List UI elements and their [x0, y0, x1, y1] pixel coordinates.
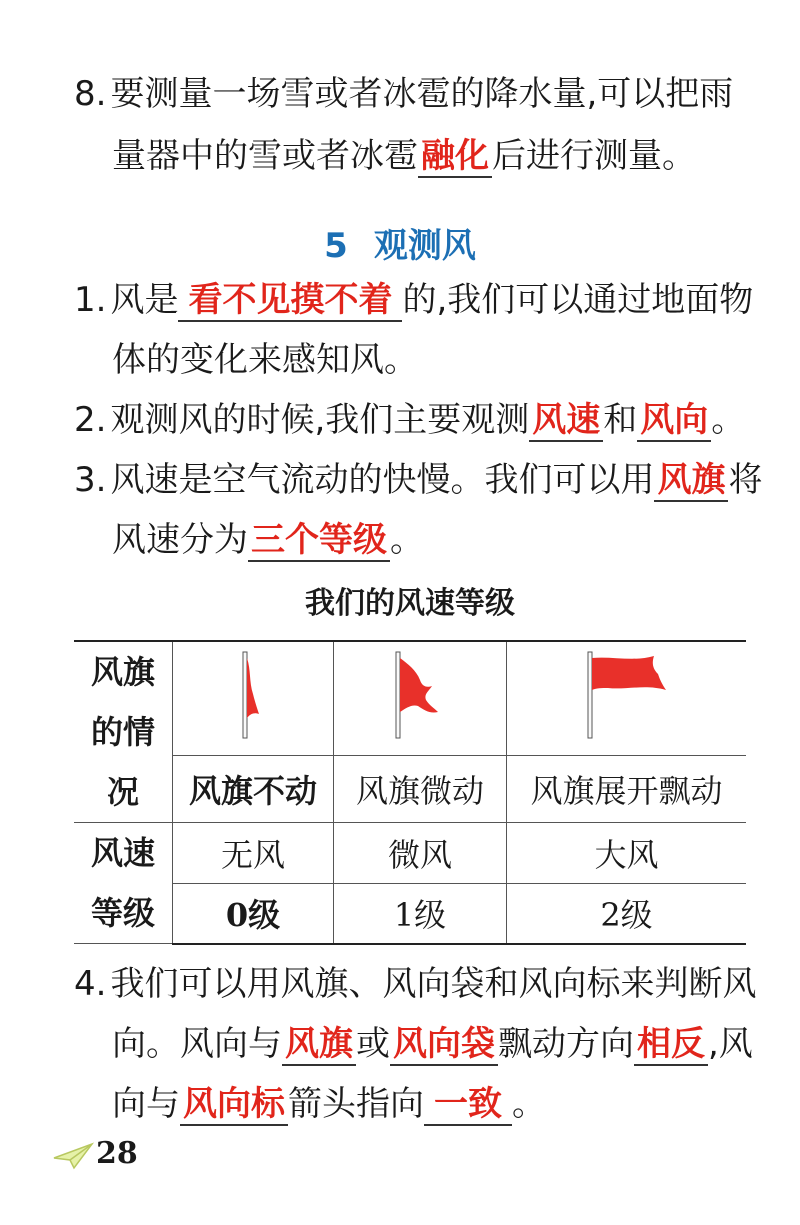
flag-still-cell — [173, 641, 334, 756]
q4-answer4: 风向标 — [180, 1084, 288, 1126]
paper-plane-icon — [52, 1140, 94, 1170]
q1-number: 1. — [74, 280, 107, 320]
q2-line — [74, 398, 745, 442]
q3-line2 — [112, 518, 424, 562]
q4-text6: 向与 — [112, 1084, 180, 1124]
row-head-text: 况 — [106, 773, 139, 811]
q4-text7: 箭头指向 — [288, 1084, 424, 1124]
speed-name-calm: 无风 — [173, 823, 334, 884]
row-head-text: 的情 — [90, 713, 155, 751]
section-title — [0, 218, 800, 267]
q8-text2: 量器中的雪或者冰雹 — [112, 136, 418, 176]
q4-number: 4. — [74, 964, 107, 1004]
row-head-text: 等级 — [90, 894, 155, 932]
q3-answer2: 三个等级 — [248, 520, 390, 562]
q8-text: 要测量一场雪或者冰雹的降水量,可以把雨 — [110, 74, 734, 114]
q3-text2: 将 — [728, 460, 763, 500]
level-1: 1级 — [334, 883, 507, 944]
section-number: 5 — [324, 226, 348, 266]
level-2: 2级 — [507, 883, 747, 944]
q8-line1 — [74, 72, 733, 116]
q4-answer5: 一致 — [424, 1084, 512, 1126]
q3-line1 — [74, 458, 762, 502]
q4-answer2: 风向袋 — [390, 1024, 498, 1066]
q3-answer1: 风旗 — [654, 460, 728, 502]
q4-answer1: 风旗 — [282, 1024, 356, 1066]
q2-text3: 。 — [711, 400, 746, 440]
q1-answer: 看不见摸不着 — [178, 280, 402, 322]
q1-text: 风是 — [110, 280, 179, 320]
flag-full-cell — [507, 641, 747, 756]
q8-number: 8. — [74, 74, 107, 114]
q4-line2 — [112, 1022, 753, 1066]
q1-line2 — [112, 338, 418, 382]
q2-number: 2. — [74, 400, 107, 440]
q4-text4: 飘动方向 — [498, 1024, 634, 1064]
flag-slight-cell — [334, 641, 507, 756]
q1-text3: 体的变化来感知风。 — [112, 340, 418, 380]
q3-text4: 。 — [390, 520, 424, 560]
q2-answer1: 风速 — [529, 400, 603, 442]
row-head-flag-state — [74, 641, 173, 823]
q4-text3: 或 — [356, 1024, 390, 1064]
q3-text: 风速是空气流动的快慢。我们可以用 — [110, 460, 655, 500]
q4-text2: 向。风向与 — [112, 1024, 282, 1064]
q3-number: 3. — [74, 460, 107, 500]
level-0: 0级 — [173, 883, 334, 944]
q3-text3: 风速分为 — [112, 520, 248, 560]
flag-state-slight: 风旗微动 — [334, 756, 507, 823]
q8-text3: 后进行测量。 — [492, 136, 696, 176]
q4-answer3: 相反 — [634, 1024, 708, 1066]
section-name: 观测风 — [373, 226, 476, 266]
flag-state-still: 风旗不动 — [173, 756, 334, 823]
row-head-speed-level — [74, 823, 173, 944]
q8-line2 — [112, 134, 696, 178]
q2-text: 观测风的时候,我们主要观测 — [110, 400, 530, 440]
flag-still-icon — [233, 650, 273, 740]
q1-line1 — [74, 278, 753, 322]
q2-answer2: 风向 — [637, 400, 711, 442]
row-head-text: 风旗 — [90, 653, 155, 691]
page-number: 28 — [96, 1136, 138, 1171]
q4-text: 我们可以用风旗、风向袋和风向标来判断风 — [110, 964, 757, 1004]
q2-text2: 和 — [603, 400, 638, 440]
q4-line1 — [74, 962, 756, 1006]
q4-text5: ,风 — [708, 1024, 753, 1064]
q8-answer: 融化 — [418, 136, 492, 178]
q4-line3 — [112, 1082, 546, 1126]
q4-text8: 。 — [512, 1084, 546, 1124]
flag-slight-icon — [390, 650, 450, 740]
flag-state-full: 风旗展开飘动 — [507, 756, 747, 823]
wind-speed-table — [74, 640, 746, 945]
speed-name-strong: 大风 — [507, 823, 747, 884]
flag-full-icon — [582, 650, 672, 740]
speed-name-light: 微风 — [334, 823, 507, 884]
row-head-text: 风速 — [90, 834, 155, 872]
table-caption: 我们的风速等级 — [305, 586, 515, 621]
q1-text2: 的,我们可以通过地面物 — [402, 280, 754, 320]
